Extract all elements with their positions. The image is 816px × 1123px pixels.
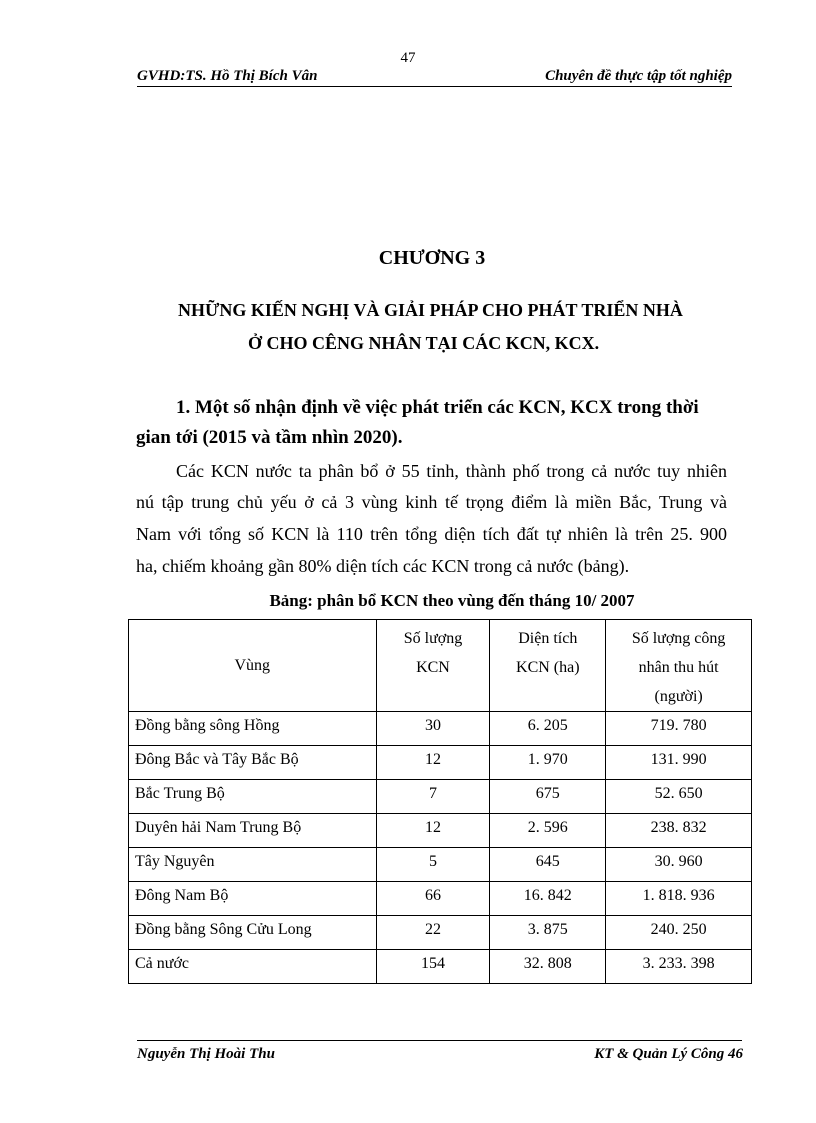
table-row bbox=[129, 712, 752, 746]
workers-cell: 131. 990 bbox=[606, 746, 752, 780]
header-supervisor: GVHD:TS. Hồ Thị Bích Vân bbox=[137, 68, 318, 84]
table-row bbox=[129, 780, 752, 814]
count-cell: 30 bbox=[376, 712, 490, 746]
region-cell: Đông Bắc và Tây Bắc Bộ bbox=[129, 746, 377, 780]
header-rule bbox=[137, 86, 732, 87]
count-cell: 12 bbox=[376, 814, 490, 848]
industrial-zone-table bbox=[128, 619, 752, 984]
region-cell: Bắc Trung Bộ bbox=[129, 780, 377, 814]
chapter-label: CHƯƠNG 3 bbox=[378, 247, 486, 269]
footer-rule bbox=[137, 1040, 742, 1041]
area-cell: 2. 596 bbox=[490, 814, 606, 848]
header-region: Vùng bbox=[129, 620, 377, 712]
header-area: Diện tích KCN (ha) bbox=[490, 620, 606, 712]
paragraph-line: ha, chiếm khoảng gần 80% diện tích các KCN trong cả nước (bảng). bbox=[136, 556, 630, 576]
section-heading-line-2: gian tới (2015 và tầm nhìn 2020). bbox=[136, 427, 403, 448]
region-cell: Đồng bằng sông Hồng bbox=[129, 712, 377, 746]
area-cell: 6. 205 bbox=[490, 712, 606, 746]
region-cell: Tây Nguyên bbox=[129, 848, 377, 882]
count-cell: 22 bbox=[376, 916, 490, 950]
table-row bbox=[129, 814, 752, 848]
table-caption: Bảng: phân bổ KCN theo vùng đến tháng 10/ 2007 bbox=[269, 591, 635, 610]
table-row bbox=[129, 848, 752, 882]
section-heading-line-1: 1. Một số nhận định về việc phát triển các KCN, KCX trong thời bbox=[176, 397, 699, 418]
table-row bbox=[129, 746, 752, 780]
area-cell: 3. 875 bbox=[490, 916, 606, 950]
region-cell: Cả nước bbox=[129, 950, 377, 984]
table-header-row bbox=[129, 620, 752, 712]
paragraph-line: Nam với tổng số KCN là 110 trên tổng diện tích đất tự nhiên là trên 25. 900 bbox=[136, 524, 727, 544]
area-cell: 645 bbox=[490, 848, 606, 882]
workers-cell: 240. 250 bbox=[606, 916, 752, 950]
region-cell: Đồng bằng Sông Cửu Long bbox=[129, 916, 377, 950]
count-cell: 154 bbox=[376, 950, 490, 984]
region-cell: Đông Nam Bộ bbox=[129, 882, 377, 916]
footer-class: KT & Quản Lý Công 46 bbox=[594, 1046, 743, 1062]
paragraph-line: Các KCN nước ta phân bổ ở 55 tỉnh, thành phố trong cả nước tuy nhiên bbox=[176, 461, 727, 481]
count-cell: 7 bbox=[376, 780, 490, 814]
workers-cell: 30. 960 bbox=[606, 848, 752, 882]
area-cell: 1. 970 bbox=[490, 746, 606, 780]
workers-cell: 3. 233. 398 bbox=[606, 950, 752, 984]
area-cell: 32. 808 bbox=[490, 950, 606, 984]
area-cell: 675 bbox=[490, 780, 606, 814]
region-cell: Duyên hải Nam Trung Bộ bbox=[129, 814, 377, 848]
table-row bbox=[129, 882, 752, 916]
workers-cell: 238. 832 bbox=[606, 814, 752, 848]
workers-cell: 52. 650 bbox=[606, 780, 752, 814]
chapter-title-line-2: Ở CHO CÊNG NHÂN TẠI CÁC KCN, KCX. bbox=[248, 333, 600, 353]
header-report-type: Chuyên đề thực tập tốt nghiệp bbox=[545, 68, 732, 84]
area-cell: 16. 842 bbox=[490, 882, 606, 916]
count-cell: 5 bbox=[376, 848, 490, 882]
chapter-title-line-1: NHỮNG KIẾN NGHỊ VÀ GIẢI PHÁP CHO PHÁT TRIỂN NHÀ bbox=[178, 300, 683, 320]
page-number: 47 bbox=[400, 50, 416, 66]
paragraph-line: nú tập trung chủ yếu ở cả 3 vùng kinh tế trọng điểm là miền Bắc, Trung và bbox=[136, 492, 727, 512]
workers-cell: 1. 818. 936 bbox=[606, 882, 752, 916]
workers-cell: 719. 780 bbox=[606, 712, 752, 746]
table-row bbox=[129, 916, 752, 950]
count-cell: 12 bbox=[376, 746, 490, 780]
footer-author: Nguyễn Thị Hoài Thu bbox=[137, 1046, 275, 1062]
header-count: Số lượng KCN bbox=[376, 620, 490, 712]
count-cell: 66 bbox=[376, 882, 490, 916]
header-workers: Số lượng công nhân thu hút (người) bbox=[606, 620, 752, 712]
table-total-row bbox=[129, 950, 752, 984]
